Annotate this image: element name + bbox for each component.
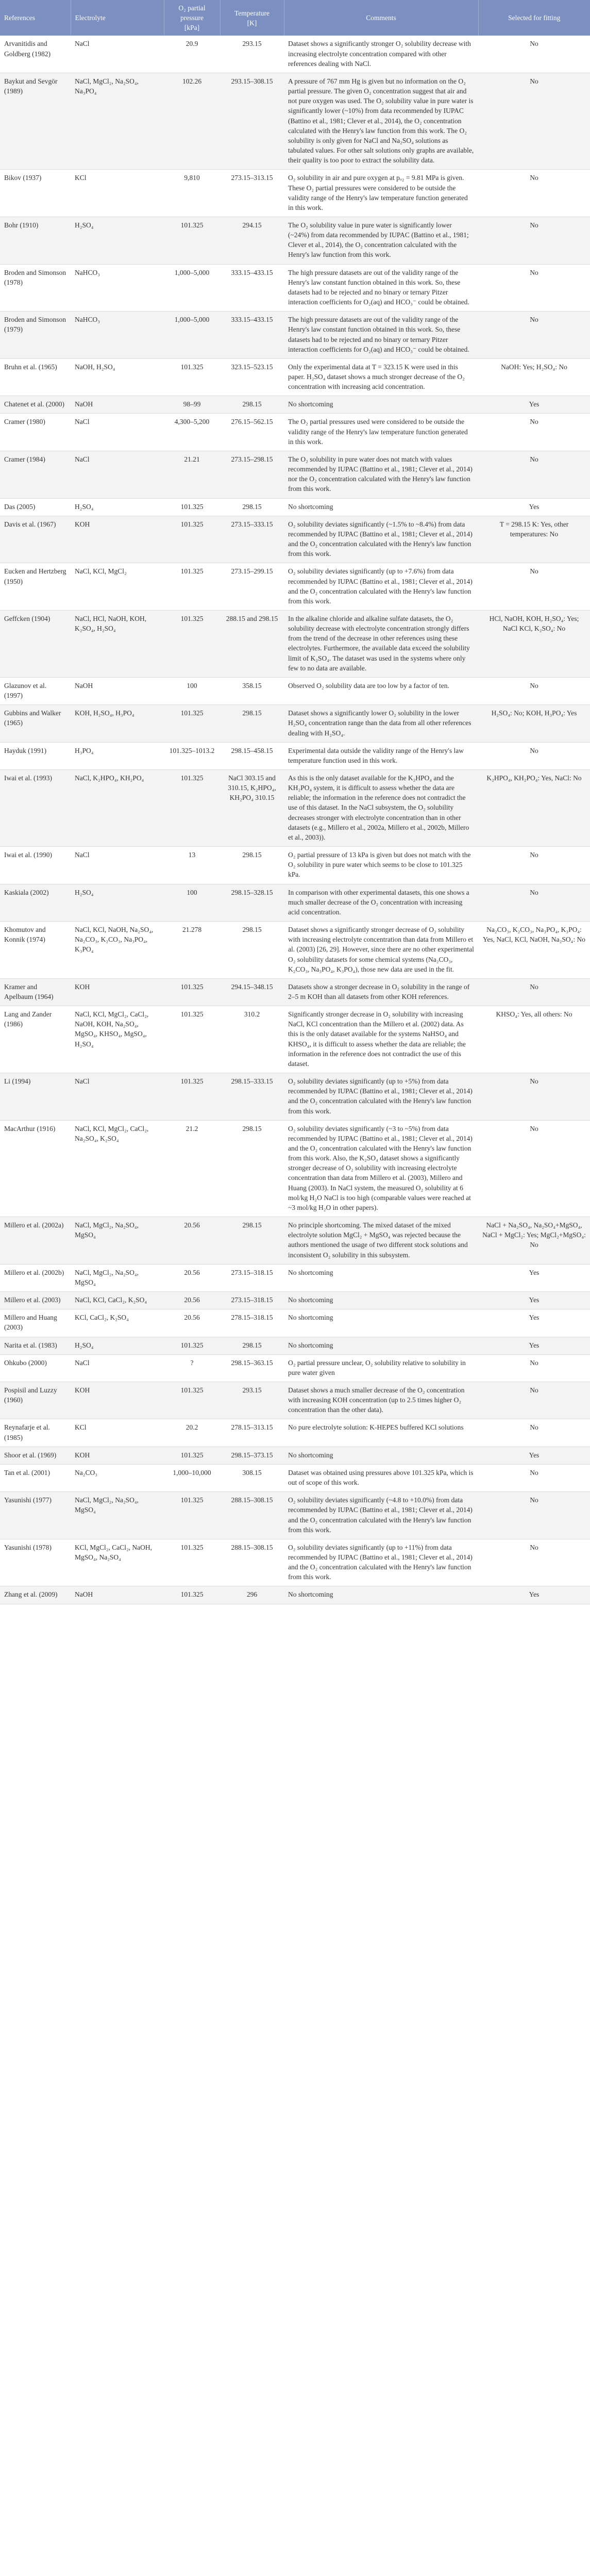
table-row: [0, 170, 590, 217]
electrolyte-cell: KCl: [71, 170, 164, 217]
selected-cell: No: [478, 884, 590, 921]
table-row: [0, 217, 590, 264]
table-row: [0, 1337, 590, 1354]
reference-cell: Millero et al. (2003): [0, 1292, 71, 1309]
comments-cell: O₂ solubility in air and pure oxygen at pₒ₂ = 9.81 MPa is given. These O₂ partial pressures were considered to be outside the validity range of the Henry's law temperature function generated in this work.: [284, 170, 478, 217]
selected-cell: K₂HPO₄, KH₂PO₄: Yes, NaCl: No: [478, 770, 590, 847]
temperature-cell: 358.15: [220, 677, 284, 704]
electrolyte-cell: NaCl, MgCl₂, Na₂SO₄, Na₃PO₄: [71, 73, 164, 169]
pressure-cell: 101.325: [164, 705, 220, 742]
table-row: [0, 1264, 590, 1291]
electrolyte-cell: NaCl: [71, 1354, 164, 1382]
pressure-cell: 101.325: [164, 1447, 220, 1464]
comments-cell: No principle shortcoming. The mixed dataset of the mixed electrolyte solution MgCl₂ + MgSO₄ was rejected because the authors mentioned the usage of two different stock solutions and inconsistent O₂ solubility in this subsystem.: [284, 1217, 478, 1265]
reference-cell: Reynafarje et al. (1985): [0, 1419, 71, 1447]
table-header: [0, 0, 590, 36]
reference-cell: Broden and Simonson (1978): [0, 264, 71, 311]
table-row: [0, 311, 590, 359]
temperature-cell: 308.15: [220, 1464, 284, 1491]
electrolyte-cell: NaOH: [71, 1586, 164, 1604]
temperature-cell: 293.15: [220, 36, 284, 73]
pressure-cell: 98–99: [164, 396, 220, 414]
temperature-cell: 298.15: [220, 396, 284, 414]
header-comments: Comments: [284, 0, 478, 36]
header-pressure: [164, 0, 220, 36]
selected-cell: Yes: [478, 1447, 590, 1464]
pressure-cell: 13: [164, 847, 220, 884]
temperature-cell: 293.15: [220, 1382, 284, 1419]
table-row: [0, 742, 590, 769]
temperature-cell: 333.15–433.15: [220, 264, 284, 311]
table-row: [0, 36, 590, 73]
table-row: [0, 1354, 590, 1382]
temperature-cell: 273.15–313.15: [220, 170, 284, 217]
reference-cell: Eucken and Hertzberg (1950): [0, 563, 71, 611]
pressure-cell: 1,000–5,000: [164, 311, 220, 359]
table-row: [0, 1447, 590, 1464]
temperature-cell: 296: [220, 1586, 284, 1604]
pressure-cell: 101.325: [164, 217, 220, 264]
pressure-cell: 101.325: [164, 358, 220, 396]
electrolyte-cell: KCl: [71, 1419, 164, 1447]
header-temperature-unit: [K]: [247, 19, 257, 27]
table-row: [0, 1217, 590, 1265]
reference-cell: Bruhn et al. (1965): [0, 358, 71, 396]
comments-cell: Dataset shows a significantly lower O₂ solubility in the lower H₂SO₄ concentration range than the data from all other references dealing with H₂SO₄.: [284, 705, 478, 742]
comments-cell: The high pressure datasets are out of the validity range of the Henry's law constant function obtained in this work. So, these datasets had to be rejected and no binary or ternary Pitzer interaction coefficients for O₂(aq) and HCO₃⁻ could be obtained.: [284, 264, 478, 311]
electrolyte-cell: H₃PO₄: [71, 742, 164, 769]
comments-cell: O₂ solubility deviates significantly (up to +5%) from data recommended by IUPAC (Battino et al., 1981; Clever et al., 2014) and the O₂ concentration calculated with the Henry's law function from this work.: [284, 1073, 478, 1121]
table-row: [0, 1464, 590, 1491]
temperature-cell: 273.15–318.15: [220, 1264, 284, 1291]
temperature-cell: 298.15: [220, 498, 284, 516]
comments-cell: O₂ solubility deviates significantly (~3 to ~5%) from data recommended by IUPAC (Battino et al., 1981; Clever et al., 2014) and the O₂ concentration calculated with the Henry's law function from this work. Also, the K₂SO₄ dataset shows a significantly stronger decrease of O₂ solubility with increasing electrolyte concentration than data from Millero et al. (2003), Millero and Huang (2003). In NaCl system, the measured O₂ solubility at 6 mol/kg H₂O NaCl is too high (comparable values were reached at ~3 mol/kg H₂O in other papers).: [284, 1120, 478, 1217]
temperature-cell: 273.15–318.15: [220, 1292, 284, 1309]
selected-cell: No: [478, 311, 590, 359]
reference-cell: Narita et al. (1983): [0, 1337, 71, 1354]
selected-cell: HCl, NaOH, KOH, H₂SO₄: Yes; NaCl KCl, K₂SO₄: No: [478, 610, 590, 677]
reference-cell: Chatenet et al. (2000): [0, 396, 71, 414]
comments-cell: A pressure of 767 mm Hg is given but no information on the O₂ partial pressure. The given O₂ concentration suggest that air and not pure oxygen was used. The O₂ solubility value in pure water is significantly lower (~10%) from data recommended by IUPAC (Battino et al., 1981; Clever et al., 2014), the O₂ concentration calculated with the Henry's law function from this work. The O₂ solubility is only given for NaCl and Na₂SO₄ solutions as tabulated values. For other salt solutions only graphs are available, their quality is too poor to extract the solubility data.: [284, 73, 478, 169]
electrolyte-cell: KCl, MgCl₂, CaCl₂, NaOH, MgSO₄, Na₂SO₄: [71, 1539, 164, 1586]
table-row: [0, 73, 590, 169]
table-row: [0, 922, 590, 979]
electrolyte-cell: NaCl, KCl, CaCl₂, K₂SO₄: [71, 1292, 164, 1309]
selected-cell: No: [478, 677, 590, 704]
selected-cell: No: [478, 563, 590, 611]
reference-cell: Khomutov and Konnik (1974): [0, 922, 71, 979]
electrolyte-cell: NaCl, KCl, NaOH, Na₂SO₄, Na₂CO₃, K₂CO₃, Na₃PO₄, K₃PO₄: [71, 922, 164, 979]
electrolyte-cell: KOH: [71, 978, 164, 1006]
comments-cell: In the alkaline chloride and alkaline sulfate datasets, the O₂ solubility decrease with electrolyte concentration strongly differs from the trend of the decrease in other references using these electrolytes. Furthermore, the available data exceed the solubility limit of K₂SO₄. The dataset was used in the systems where only few to no data are available.: [284, 610, 478, 677]
header-selected: Selected for fitting: [478, 0, 590, 36]
comments-cell: No shortcoming: [284, 1447, 478, 1464]
electrolyte-cell: NaCl: [71, 451, 164, 498]
temperature-cell: 273.15–333.15: [220, 516, 284, 563]
reference-cell: Li (1994): [0, 1073, 71, 1121]
comments-cell: O₂ solubility deviates significantly (up to +11%) from data recommended by IUPAC (Battino et al., 1981; Clever et al., 2014) and the O₂ concentration calculated with the Henry's law function from this work.: [284, 1539, 478, 1586]
comments-cell: As this is the only dataset available for the K₂HPO₄ and the KH₂PO₄ system, it is difficult to assess whether the data are reliable; the information in the reference does not contradict the use of this dataset. In the NaCl subsystem, the O₂ solubility decreases stronger with electrolyte concentration than in other datasets (e.g., Millero et al., 2002a, Millero et al., 2002b, Millero et al., 2003)).: [284, 770, 478, 847]
electrolyte-cell: NaHCO₃: [71, 311, 164, 359]
table-row: [0, 610, 590, 677]
header-pressure-label: O₂ partial pressure: [178, 4, 206, 22]
pressure-cell: 101.325: [164, 1073, 220, 1121]
temperature-cell: 273.15–298.15: [220, 451, 284, 498]
selected-cell: H₂SO₄: No; KOH, H₃PO₄: Yes: [478, 705, 590, 742]
temperature-cell: 293.15–308.15: [220, 73, 284, 169]
selected-cell: NaOH: Yes; H₂SO₄: No: [478, 358, 590, 396]
selected-cell: No: [478, 1539, 590, 1586]
selected-cell: Yes: [478, 1586, 590, 1604]
electrolyte-cell: NaCl, HCl, NaOH, KOH, K₂SO₄, H₂SO₄: [71, 610, 164, 677]
pressure-cell: 101.325–1013.2: [164, 742, 220, 769]
table-row: [0, 677, 590, 704]
reference-cell: Pospisil and Luzzy (1960): [0, 1382, 71, 1419]
electrolyte-cell: NaCl, K₂HPO₄, KH₂PO₄: [71, 770, 164, 847]
selected-cell: T = 298.15 K: Yes, other temperatures: No: [478, 516, 590, 563]
electrolyte-cell: H₂SO₄: [71, 498, 164, 516]
temperature-cell: 298.15: [220, 1337, 284, 1354]
table-row: [0, 978, 590, 1006]
table-body: [0, 36, 590, 1604]
comments-cell: Observed O₂ solubility data are too low by a factor of ten.: [284, 677, 478, 704]
selected-cell: No: [478, 36, 590, 73]
pressure-cell: 101.325: [164, 516, 220, 563]
selected-cell: No: [478, 451, 590, 498]
temperature-cell: 278.15–313.15: [220, 1419, 284, 1447]
reference-cell: Yasunishi (1977): [0, 1492, 71, 1539]
table-row: [0, 1006, 590, 1073]
temperature-cell: 294.15: [220, 217, 284, 264]
selected-cell: No: [478, 1382, 590, 1419]
table-row: [0, 498, 590, 516]
pressure-cell: 101.325: [164, 610, 220, 677]
table-row: [0, 358, 590, 396]
reference-cell: Lang and Zander (1986): [0, 1006, 71, 1073]
reference-cell: Bikov (1937): [0, 170, 71, 217]
selected-cell: No: [478, 73, 590, 169]
reference-cell: Millero et al. (2002a): [0, 1217, 71, 1265]
header-temperature: [220, 0, 284, 36]
electrolyte-cell: NaCl: [71, 414, 164, 451]
reference-cell: Das (2005): [0, 498, 71, 516]
comments-cell: The O₂ partial pressures used were considered to be outside the validity range of the Henry's law temperature function generated in this work.: [284, 414, 478, 451]
table-row: [0, 1492, 590, 1539]
header-references: References: [0, 0, 71, 36]
pressure-cell: 1,000–10,000: [164, 1464, 220, 1491]
electrolyte-cell: KOH: [71, 1447, 164, 1464]
reference-cell: Glazunov et al. (1997): [0, 677, 71, 704]
selected-cell: No: [478, 1492, 590, 1539]
comments-cell: In comparison with other experimental datasets, this one shows a much smaller decrease of the O₂ concentration with increasing acid concentration.: [284, 884, 478, 921]
comments-cell: O₂ solubility deviates significantly (~4.8 to +10.0%) from data recommended by IUPAC (Battino et al., 1981; Clever et al., 2014) and the O₂ concentration calculated with the Henry's law function from this work.: [284, 1492, 478, 1539]
pressure-cell: 101.325: [164, 978, 220, 1006]
selected-cell: No: [478, 978, 590, 1006]
reference-cell: Kramer and Apelbaum (1964): [0, 978, 71, 1006]
electrolyte-cell: NaOH, H₂SO₄: [71, 358, 164, 396]
comments-cell: O₂ solubility deviates significantly (up to +7.6%) from data recommended by IUPAC (Battino et al., 1981; Clever et al., 2014) and the O₂ concentration calculated with the Henry's law function from this work.: [284, 563, 478, 611]
header-row: [0, 0, 590, 36]
pressure-cell: 20.9: [164, 36, 220, 73]
reference-cell: Baykut and Sevgör (1989): [0, 73, 71, 169]
pressure-cell: 101.325: [164, 1539, 220, 1586]
selected-cell: Yes: [478, 1264, 590, 1291]
temperature-cell: 298.15–328.15: [220, 884, 284, 921]
comments-cell: The O₂ solubility value in pure water is significantly lower (~24%) from data recommended by IUPAC (Battino et al., 1981; Clever et al., 2014), the O₂ concentration calculated with the Henry's law function from this work.: [284, 217, 478, 264]
selected-cell: Yes: [478, 498, 590, 516]
electrolyte-cell: KCl, CaCl₂, K₂SO₄: [71, 1309, 164, 1337]
selected-cell: Yes: [478, 1292, 590, 1309]
reference-cell: Hayduk (1991): [0, 742, 71, 769]
table-row: [0, 705, 590, 742]
electrolyte-cell: KOH: [71, 1382, 164, 1419]
pressure-cell: 20.56: [164, 1292, 220, 1309]
selected-cell: Yes: [478, 1309, 590, 1337]
table-row: [0, 847, 590, 884]
reference-cell: Geffcken (1904): [0, 610, 71, 677]
comments-cell: The high pressure datasets are out of the validity range of the Henry's law constant function obtained in this work. So, these datasets had to be rejected and no binary or ternary Pitzer interaction coefficients for O₂(aq) and HCO₃⁻ could be obtained.: [284, 311, 478, 359]
header-temperature-label: Temperature: [234, 9, 269, 17]
reference-cell: Bohr (1910): [0, 217, 71, 264]
comments-cell: No shortcoming: [284, 1264, 478, 1291]
selected-cell: No: [478, 414, 590, 451]
reference-cell: Millero and Huang (2003): [0, 1309, 71, 1337]
pressure-cell: 101.325: [164, 770, 220, 847]
table-row: [0, 1292, 590, 1309]
electrolyte-cell: KOH, H₂SO₄, H₃PO₄: [71, 705, 164, 742]
selected-cell: Yes: [478, 396, 590, 414]
comments-cell: No pure electrolyte solution: K-HEPES buffered KCl solutions: [284, 1419, 478, 1447]
temperature-cell: 276.15–562.15: [220, 414, 284, 451]
table-row: [0, 884, 590, 921]
pressure-cell: 21.278: [164, 922, 220, 979]
comments-cell: O₂ partial pressure unclear, O₂ solubility relative to solubility in pure water given: [284, 1354, 478, 1382]
electrolyte-cell: NaCl, MgCl₂, Na₂SO₄, MgSO₄: [71, 1264, 164, 1291]
temperature-cell: 298.15–333.15: [220, 1073, 284, 1121]
reference-cell: Cramer (1980): [0, 414, 71, 451]
pressure-cell: 101.325: [164, 1492, 220, 1539]
reference-cell: Ohkubo (2000): [0, 1354, 71, 1382]
selected-cell: No: [478, 264, 590, 311]
comments-cell: Dataset shows a much smaller decrease of the O₂ concentration with increasing KOH concentration (up to 2.5 times higher O₂ concentration than the other data).: [284, 1382, 478, 1419]
pressure-cell: 101.325: [164, 1337, 220, 1354]
comments-cell: No shortcoming: [284, 1292, 478, 1309]
electrolyte-cell: NaCl, MgCl₂, Na₂SO₄, MgSO₄: [71, 1217, 164, 1265]
table-row: [0, 1073, 590, 1121]
reference-cell: Millero et al. (2002b): [0, 1264, 71, 1291]
pressure-cell: 100: [164, 677, 220, 704]
selected-cell: No: [478, 847, 590, 884]
table-row: [0, 1419, 590, 1447]
electrolyte-cell: Na₂CO₃: [71, 1464, 164, 1491]
temperature-cell: 298.15–373.15: [220, 1447, 284, 1464]
electrolyte-cell: NaCl, KCl, MgCl₂: [71, 563, 164, 611]
pressure-cell: 21.2: [164, 1120, 220, 1217]
table-row: [0, 1120, 590, 1217]
reference-cell: Davis et al. (1967): [0, 516, 71, 563]
temperature-cell: 323.15–523.15: [220, 358, 284, 396]
electrolyte-cell: NaCl, KCl, MgCl₂, CaCl₂, NaOH, KOH, Na₂SO₄, MgSO₄, KHSO₄, MgSO₄, H₂SO₄: [71, 1006, 164, 1073]
pressure-cell: 101.325: [164, 1382, 220, 1419]
comments-cell: Datasets show a stronger decrease in O₂ solubility in the range of 2–5 m KOH than all datasets from other KOH references.: [284, 978, 478, 1006]
comments-cell: No shortcoming: [284, 1586, 478, 1604]
selected-cell: No: [478, 1419, 590, 1447]
pressure-cell: 20.56: [164, 1217, 220, 1265]
comments-cell: O₂ partial pressure of 13 kPa is given but does not match with the O₂ solubility in pure water which seems to be close to 101.325 kPa.: [284, 847, 478, 884]
pressure-cell: 100: [164, 884, 220, 921]
pressure-cell: 101.325: [164, 563, 220, 611]
reference-cell: Arvanitidis and Goldberg (1982): [0, 36, 71, 73]
electrolyte-cell: NaCl: [71, 1073, 164, 1121]
comments-cell: Only the experimental data at T = 323.15 K were used in this paper. H₂SO₄ dataset shows a much stronger decrease of the O₂ concentration with increasing acid concentration.: [284, 358, 478, 396]
electrolyte-cell: NaOH: [71, 396, 164, 414]
temperature-cell: 310.2: [220, 1006, 284, 1073]
pressure-cell: ?: [164, 1354, 220, 1382]
pressure-cell: 101.325: [164, 498, 220, 516]
selected-cell: No: [478, 217, 590, 264]
comments-cell: No shortcoming: [284, 1309, 478, 1337]
selected-cell: Na₂CO₃, K₂CO₃, Na₃PO₄, K₃PO₄: Yes, NaCl, KCl, NaOH, Na₂SO₄: No: [478, 922, 590, 979]
temperature-cell: 298.15: [220, 1120, 284, 1217]
selected-cell: No: [478, 170, 590, 217]
reference-cell: Iwai et al. (1993): [0, 770, 71, 847]
table-row: [0, 1382, 590, 1419]
electrolyte-cell: NaHCO₃: [71, 264, 164, 311]
reference-cell: Yasunishi (1978): [0, 1539, 71, 1586]
table-row: [0, 563, 590, 611]
pressure-cell: 101.325: [164, 1006, 220, 1073]
temperature-cell: 288.15–308.15: [220, 1492, 284, 1539]
temperature-cell: 298.15: [220, 1217, 284, 1265]
temperature-cell: 298.15: [220, 705, 284, 742]
temperature-cell: 333.15–433.15: [220, 311, 284, 359]
temperature-cell: 288.15 and 298.15: [220, 610, 284, 677]
electrolyte-cell: H₂SO₄: [71, 217, 164, 264]
comments-cell: Significantly stronger decrease in O₂ solubility with increasing NaCl, KCl concentration than the Millero et al. (2002) data. As this is the only dataset available for the systems NaHSO₄ and KHSO₄, it is difficult to assess whether the data are reliable; the information in the reference does not contradict the use of this dataset.: [284, 1006, 478, 1073]
reference-cell: Broden and Simonson (1979): [0, 311, 71, 359]
table-row: [0, 1586, 590, 1604]
temperature-cell: 273.15–299.15: [220, 563, 284, 611]
pressure-cell: 102.26: [164, 73, 220, 169]
electrolyte-cell: NaCl: [71, 847, 164, 884]
selected-cell: No: [478, 742, 590, 769]
reference-cell: MacArthur (1916): [0, 1120, 71, 1217]
pressure-cell: 9,810: [164, 170, 220, 217]
electrolyte-cell: H₂SO₄: [71, 884, 164, 921]
reference-cell: Iwai et al. (1990): [0, 847, 71, 884]
temperature-cell: 288.15–308.15: [220, 1539, 284, 1586]
electrolyte-cell: NaCl, MgCl₂, Na₂SO₄, MgSO₄: [71, 1492, 164, 1539]
pressure-cell: 20.56: [164, 1264, 220, 1291]
temperature-cell: 298.15: [220, 922, 284, 979]
comments-cell: No shortcoming: [284, 498, 478, 516]
table-row: [0, 451, 590, 498]
comments-cell: The O₂ solubility in pure water does not match with values recommended by IUPAC (Battino et al., 1981; Clever et al., 2014) nor the O₂ concentration calculated with the Henry's law function from this work.: [284, 451, 478, 498]
temperature-cell: 298.15: [220, 847, 284, 884]
table-row: [0, 264, 590, 311]
electrolyte-cell: NaCl, KCl, MgCl₂, CaCl₂, Na₂SO₄, K₂SO₄: [71, 1120, 164, 1217]
temperature-cell: 294.15–348.15: [220, 978, 284, 1006]
selected-cell: NaCl + Na₂SO₄, Na₂SO₄+MgSO₄, NaCl + MgCl₂: Yes; MgCl₂+MgSO₄: No: [478, 1217, 590, 1265]
selected-cell: No: [478, 1354, 590, 1382]
pressure-cell: 21.21: [164, 451, 220, 498]
selected-cell: No: [478, 1073, 590, 1121]
header-pressure-unit: [kPa]: [184, 24, 200, 32]
pressure-cell: 1,000–5,000: [164, 264, 220, 311]
electrolyte-cell: H₂SO₄: [71, 1337, 164, 1354]
pressure-cell: 4,300–5,200: [164, 414, 220, 451]
table-row: [0, 1539, 590, 1586]
temperature-cell: 298.15–458.15: [220, 742, 284, 769]
reference-cell: Shoor et al. (1969): [0, 1447, 71, 1464]
reference-cell: Gubbins and Walker (1965): [0, 705, 71, 742]
comments-cell: O₂ solubility deviates significantly (~1.5% to ~8.4%) from data recommended by IUPAC (Battino et al., 1981; Clever et al., 2014) and the O₂ concentration calculated with the Henry's law function from this work.: [284, 516, 478, 563]
comments-cell: Dataset shows a significantly stronger O₂ solubility decrease with increasing electrolyte concentration compared with other references dealing with NaCl.: [284, 36, 478, 73]
table-row: [0, 770, 590, 847]
reference-cell: Zhang et al. (2009): [0, 1586, 71, 1604]
pressure-cell: 20.2: [164, 1419, 220, 1447]
pressure-cell: 101.325: [164, 1586, 220, 1604]
table-row: [0, 516, 590, 563]
electrolyte-cell: NaCl: [71, 36, 164, 73]
temperature-cell: 278.15–318.15: [220, 1309, 284, 1337]
selected-cell: No: [478, 1120, 590, 1217]
table-row: [0, 1309, 590, 1337]
selected-cell: Yes: [478, 1337, 590, 1354]
comments-cell: Dataset shows a significantly stronger decrease of O₂ solubility with increasing electrolyte concentration than data from Millero et al. (2003) [26, 29]. However, since there are no other experimental O₂ solubility datasets for some chemical systems (Na₂CO₃, K₂CO₃, Na₃PO₄, K₃PO₄), those new data are used in the fit.: [284, 922, 478, 979]
comments-cell: Dataset was obtained using pressures above 101.325 kPa, which is out of scope of this work.: [284, 1464, 478, 1491]
electrolyte-cell: NaOH: [71, 677, 164, 704]
header-electrolyte: Electrolyte: [71, 0, 164, 36]
reference-cell: Cramer (1984): [0, 451, 71, 498]
selected-cell: No: [478, 1464, 590, 1491]
reference-cell: Kaskiala (2002): [0, 884, 71, 921]
electrolyte-cell: KOH: [71, 516, 164, 563]
comments-cell: No shortcoming: [284, 396, 478, 414]
selected-cell: KHSO₄: Yes, all others: No: [478, 1006, 590, 1073]
comments-cell: Experimental data outside the validity range of the Henry's law temperature function used in this work.: [284, 742, 478, 769]
temperature-cell: NaCl 303.15 and 310.15, K₂HPO₄, KH₂PO₄ 310.15: [220, 770, 284, 847]
temperature-cell: 298.15–363.15: [220, 1354, 284, 1382]
comments-cell: No shortcoming: [284, 1337, 478, 1354]
table-row: [0, 396, 590, 414]
reference-cell: Tan et al. (2001): [0, 1464, 71, 1491]
pressure-cell: 20.56: [164, 1309, 220, 1337]
table-row: [0, 414, 590, 451]
